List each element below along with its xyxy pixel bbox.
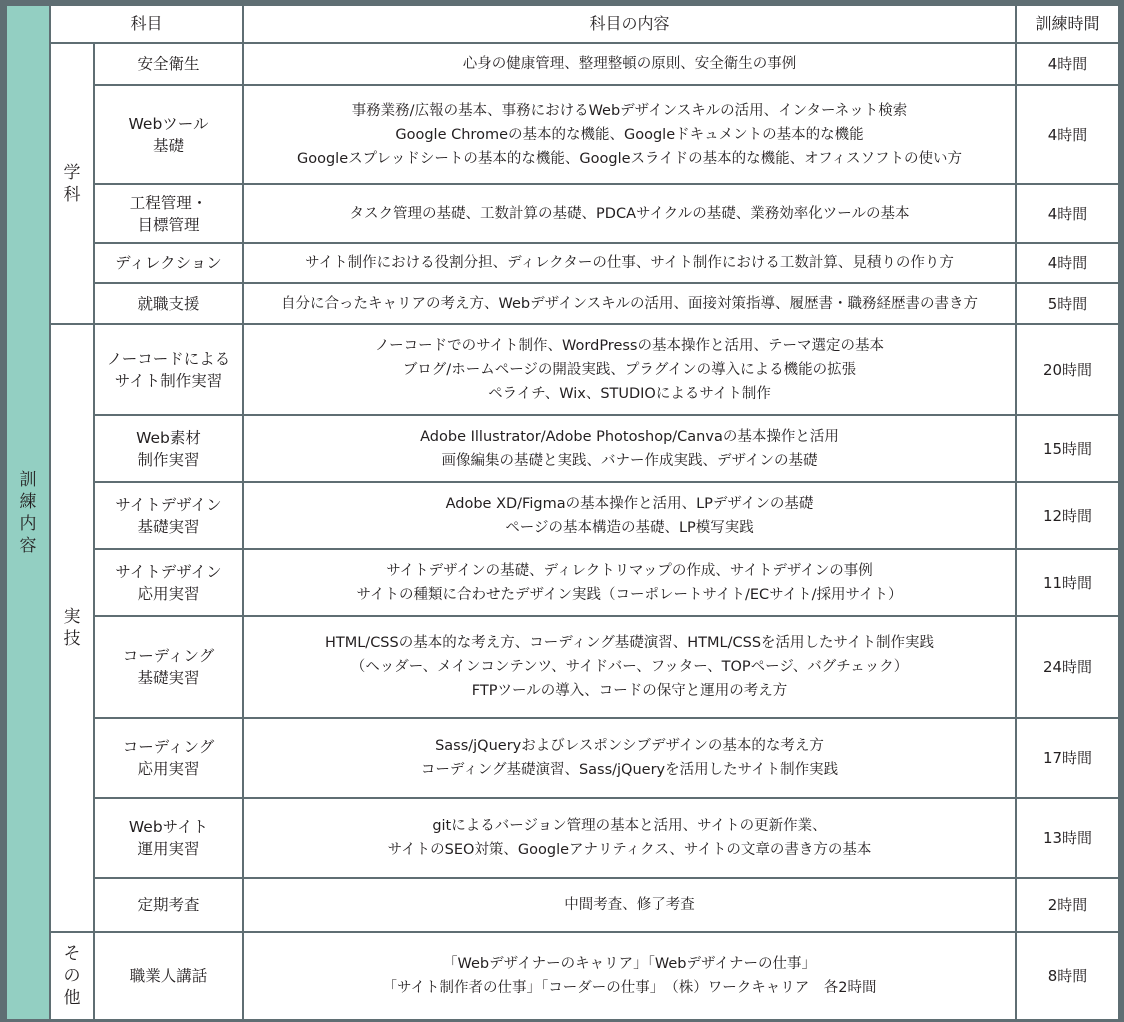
header-hours: 訓練時間 [1016,5,1119,43]
content-cell: 中間考査、修了考査 [243,878,1016,932]
content-cell: 事務業務/広報の基本、事務におけるWebデザインスキルの活用、インターネット検索 Google Chromeの基本的な機能、Googleドキュメントの基本的な機能 Googleスプレッドシートの基本的な機能、Googleスライドの基本的な機能、オフィスソフトの使い方 [243,85,1016,184]
subject-cell: Webツール 基礎 [94,85,243,184]
section-gakka-cell [50,43,94,324]
hours-cell: 24時間 [1016,616,1119,718]
content-cell: タスク管理の基礎、工数計算の基礎、PDCAサイクルの基礎、業務効率化ツールの基本 [243,184,1016,243]
table-row [6,324,1119,415]
table-row [6,616,1119,718]
hours-cell: 4時間 [1016,243,1119,283]
subject-cell: 就職支援 [94,283,243,324]
hours-cell: 4時間 [1016,85,1119,184]
subject-cell: サイトデザイン 基礎実習 [94,482,243,549]
subject-cell: 工程管理・ 目標管理 [94,184,243,243]
main-label-cell [6,5,50,1020]
hours-cell: 15時間 [1016,415,1119,482]
content-cell: Adobe XD/Figmaの基本操作と活用、LPデザインの基礎 ページの基本構造の基礎、LP模写実践 [243,482,1016,549]
table-row [6,878,1119,932]
header-content: 科目の内容 [243,5,1016,43]
subject-cell: サイトデザイン 応用実習 [94,549,243,616]
hours-cell: 17時間 [1016,718,1119,798]
content-cell: Adobe Illustrator/Adobe Photoshop/Canvaの基本操作と活用 画像編集の基礎と実践、バナー作成実践、デザインの基礎 [243,415,1016,482]
section-jitsugi: 実技 [63,607,81,649]
content-cell: サイト制作における役割分担、ディレクターの仕事、サイト制作における工数計算、見積りの作り方 [243,243,1016,283]
curriculum-table [5,4,1120,1021]
section-sonota-cell [50,932,94,1020]
subject-cell: ノーコードによる サイト制作実習 [94,324,243,415]
table-row [6,415,1119,482]
table-row [6,85,1119,184]
hours-cell: 2時間 [1016,878,1119,932]
subject-cell: コーディング 基礎実習 [94,616,243,718]
subject-cell: 定期考査 [94,878,243,932]
content-cell: HTML/CSSの基本的な考え方、コーディング基礎演習、HTML/CSSを活用したサイト制作実践 （ヘッダー、メインコンテンツ、サイドバー、フッター、TOPページ、バグチェック） FTPツールの導入、コードの保守と運用の考え方 [243,616,1016,718]
content-cell: Sass/jQueryおよびレスポンシブデザインの基本的な考え方 コーディング基礎演習、Sass/jQueryを活用したサイト制作実践 [243,718,1016,798]
main-label: 訓練内容 [19,469,37,556]
subject-cell: 安全衛生 [94,43,243,85]
table-row [6,283,1119,324]
table-row [6,932,1119,1020]
header-subject: 科目 [50,5,243,43]
content-cell: 自分に合ったキャリアの考え方、Webデザインスキルの活用、面接対策指導、履歴書・職務経歴書の書き方 [243,283,1016,324]
content-cell: 心身の健康管理、整理整頓の原則、安全衛生の事例 [243,43,1016,85]
content-cell: ノーコードでのサイト制作、WordPressの基本操作と活用、テーマ選定の基本 ブログ/ホームページの開設実践、プラグインの導入による機能の拡張 ペライチ、Wix、STUDIOによるサイト制作 [243,324,1016,415]
hours-cell: 4時間 [1016,43,1119,85]
subject-cell: Web素材 制作実習 [94,415,243,482]
content-cell: 「Webデザイナーのキャリア」「Webデザイナーの仕事」 「サイト制作者の仕事」「コーダーの仕事」 （株）ワークキャリア 各2時間 [243,932,1016,1020]
subject-cell: Webサイト 運用実習 [94,798,243,878]
hours-cell: 12時間 [1016,482,1119,549]
header-row [6,5,1119,43]
subject-cell: コーディング 応用実習 [94,718,243,798]
table-row [6,482,1119,549]
hours-cell: 20時間 [1016,324,1119,415]
table-row [6,549,1119,616]
table-row [6,243,1119,283]
hours-cell: 13時間 [1016,798,1119,878]
subject-cell: 職業人講話 [94,932,243,1020]
table-row [6,798,1119,878]
table-row [6,718,1119,798]
section-jitsugi-cell [50,324,94,932]
table-row [6,43,1119,85]
content-cell: gitによるバージョン管理の基本と活用、サイトの更新作業、 サイトのSEO対策、Googleアナリティクス、サイトの文章の書き方の基本 [243,798,1016,878]
hours-cell: 8時間 [1016,932,1119,1020]
table-row [6,184,1119,243]
section-sonota: その他 [63,944,81,1008]
content-cell: サイトデザインの基礎、ディレクトリマップの作成、サイトデザインの事例 サイトの種類に合わせたデザイン実践（コーポレートサイト/ECサイト/採用サイト） [243,549,1016,616]
hours-cell: 5時間 [1016,283,1119,324]
subject-cell: ディレクション [94,243,243,283]
hours-cell: 4時間 [1016,184,1119,243]
hours-cell: 11時間 [1016,549,1119,616]
section-gakka: 学科 [63,162,81,205]
